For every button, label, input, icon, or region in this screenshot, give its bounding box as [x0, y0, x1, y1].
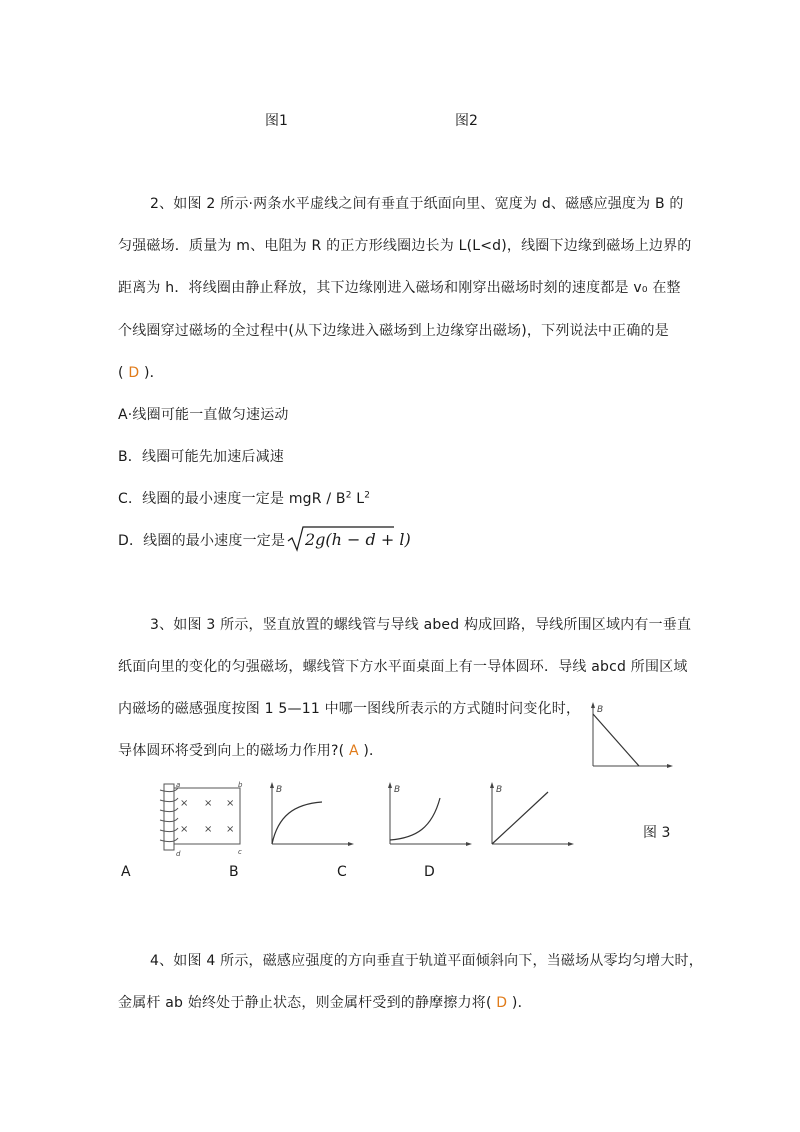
y-arrow-icon: [591, 702, 595, 708]
solenoid-coils-icon: [160, 788, 178, 842]
q3-answer: A: [348, 743, 359, 759]
choice-label-d: D: [424, 864, 435, 880]
q2-option-a: A·线圈可能一直做匀速运动: [118, 407, 289, 423]
q4-answer: D: [496, 995, 508, 1011]
choice-label-b: B: [229, 864, 239, 880]
q2-answer: D: [128, 365, 140, 381]
svg-text:×: ×: [180, 798, 189, 809]
solenoid-core: [164, 784, 174, 850]
figure-1-label: 图1: [265, 113, 288, 129]
q2-answer-open: (: [118, 365, 129, 381]
choice-d-axis-label: B: [496, 785, 503, 795]
accelerating-curve: [390, 798, 440, 840]
figure-3-caption: 图 3: [643, 825, 671, 841]
q2-option-b: B．线圈可能先加速后减速: [118, 449, 285, 465]
choice-c-graph: [382, 780, 474, 850]
svg-text:×: ×: [204, 798, 213, 809]
corner-label-a: a: [176, 781, 181, 789]
q2-option-c-sup1: 2: [345, 490, 352, 501]
y-arrow-icon: [270, 782, 274, 788]
svg-text:×: ×: [226, 824, 235, 835]
q2-line-2: 匀强磁场．质量为 m、电阻为 R 的正方形线圈边长为 L(L<d)，线圈下边缘到磁场上边界的: [118, 238, 692, 254]
y-arrow-icon: [388, 782, 392, 788]
q4-line-1: 4、如图 4 所示，磁感应强度的方向垂直于轨道平面倾斜向下，当磁场从零均匀增大时，: [150, 953, 703, 969]
q3-line-4-prefix: 导体圆环将受到向上的磁场力作用?(: [118, 743, 349, 759]
q2-option-d-formula: 2g(h − d + l): [305, 530, 411, 549]
choice-b-axis-label: B: [276, 785, 283, 795]
figure-3-axis-label: B: [597, 705, 604, 715]
corner-label-b: b: [238, 781, 243, 789]
q4-line-2: [118, 992, 532, 1012]
choice-label-a: A: [121, 864, 131, 880]
q2-option-c-prefix: C．线圈的最小速度一定是 mgR / B: [118, 491, 346, 507]
svg-text:×: ×: [180, 824, 189, 835]
q3-line-4: [118, 740, 383, 760]
choice-b-graph: [264, 780, 356, 850]
q4-line-2-suffix: )．: [507, 995, 532, 1011]
q2-option-c: [118, 488, 370, 508]
q2-answer-close: )．: [139, 365, 164, 381]
choice-a-solenoid-diagram: [150, 780, 246, 858]
q3-line-4-suffix: )．: [358, 743, 384, 759]
figure-2-label: 图2: [455, 113, 478, 129]
x-arrow-icon: [667, 764, 673, 768]
decreasing-line: [593, 714, 639, 766]
choice-d-graph: [484, 780, 576, 850]
q2-option-c-mid: L: [351, 491, 365, 507]
circuit-loop: [174, 788, 240, 844]
corner-label-c: c: [238, 848, 242, 856]
q3-line-2: 纸面向里的变化的匀强磁场，螺线管下方水平面桌面上有一导体圆环．导线 abcd 所围区域: [118, 659, 688, 675]
q3-line-3: 内磁场的磁感强度按图 1 5—11 中哪一图线所表示的方式随时问变化时，: [118, 701, 581, 717]
q2-line-3: 距离为 h．将线圈由静止释放，其下边缘刚进入磁场和刚穿出磁场时刻的速度都是 v₀ 在整: [118, 280, 681, 296]
choice-c-axis-label: B: [394, 785, 401, 795]
sqrt-formula: [286, 524, 411, 554]
linear-line: [492, 792, 548, 844]
x-arrow-icon: [568, 842, 574, 846]
q2-option-d: [118, 530, 285, 550]
q2-line-4: 个线圈穿过磁场的全过程中(从下边缘进入磁场到上边缘穿出磁场)，下列说法中正确的是: [118, 323, 669, 339]
x-arrow-icon: [466, 842, 472, 846]
svg-text:×: ×: [204, 824, 213, 835]
q2-option-c-sup2: 2: [364, 490, 371, 501]
corner-label-d: d: [176, 850, 181, 858]
field-crosses: [180, 798, 234, 835]
choice-label-c: C: [337, 864, 347, 880]
q4-line-2-prefix: 金属杆 ab 始终处于静止状态，则金属杆受到的静摩擦力将(: [118, 995, 497, 1011]
q3-line-1: 3、如图 3 所示，竖直放置的螺线管与导线 abed 构成回路，导线所围区域内有一垂直: [150, 617, 692, 633]
q2-option-d-prefix: D．线圈的最小速度一定是: [118, 533, 286, 549]
svg-text:×: ×: [226, 798, 235, 809]
y-arrow-icon: [490, 782, 494, 788]
saturating-curve: [272, 802, 322, 844]
q2-answer-line: [118, 362, 164, 382]
q2-line-1: 2、如图 2 所示·两条水平虚线之间有垂直于纸面向里、宽度为 d、磁感应强度为 B 的: [150, 196, 684, 212]
x-arrow-icon: [348, 842, 354, 846]
figure-3-graph: [585, 700, 675, 772]
